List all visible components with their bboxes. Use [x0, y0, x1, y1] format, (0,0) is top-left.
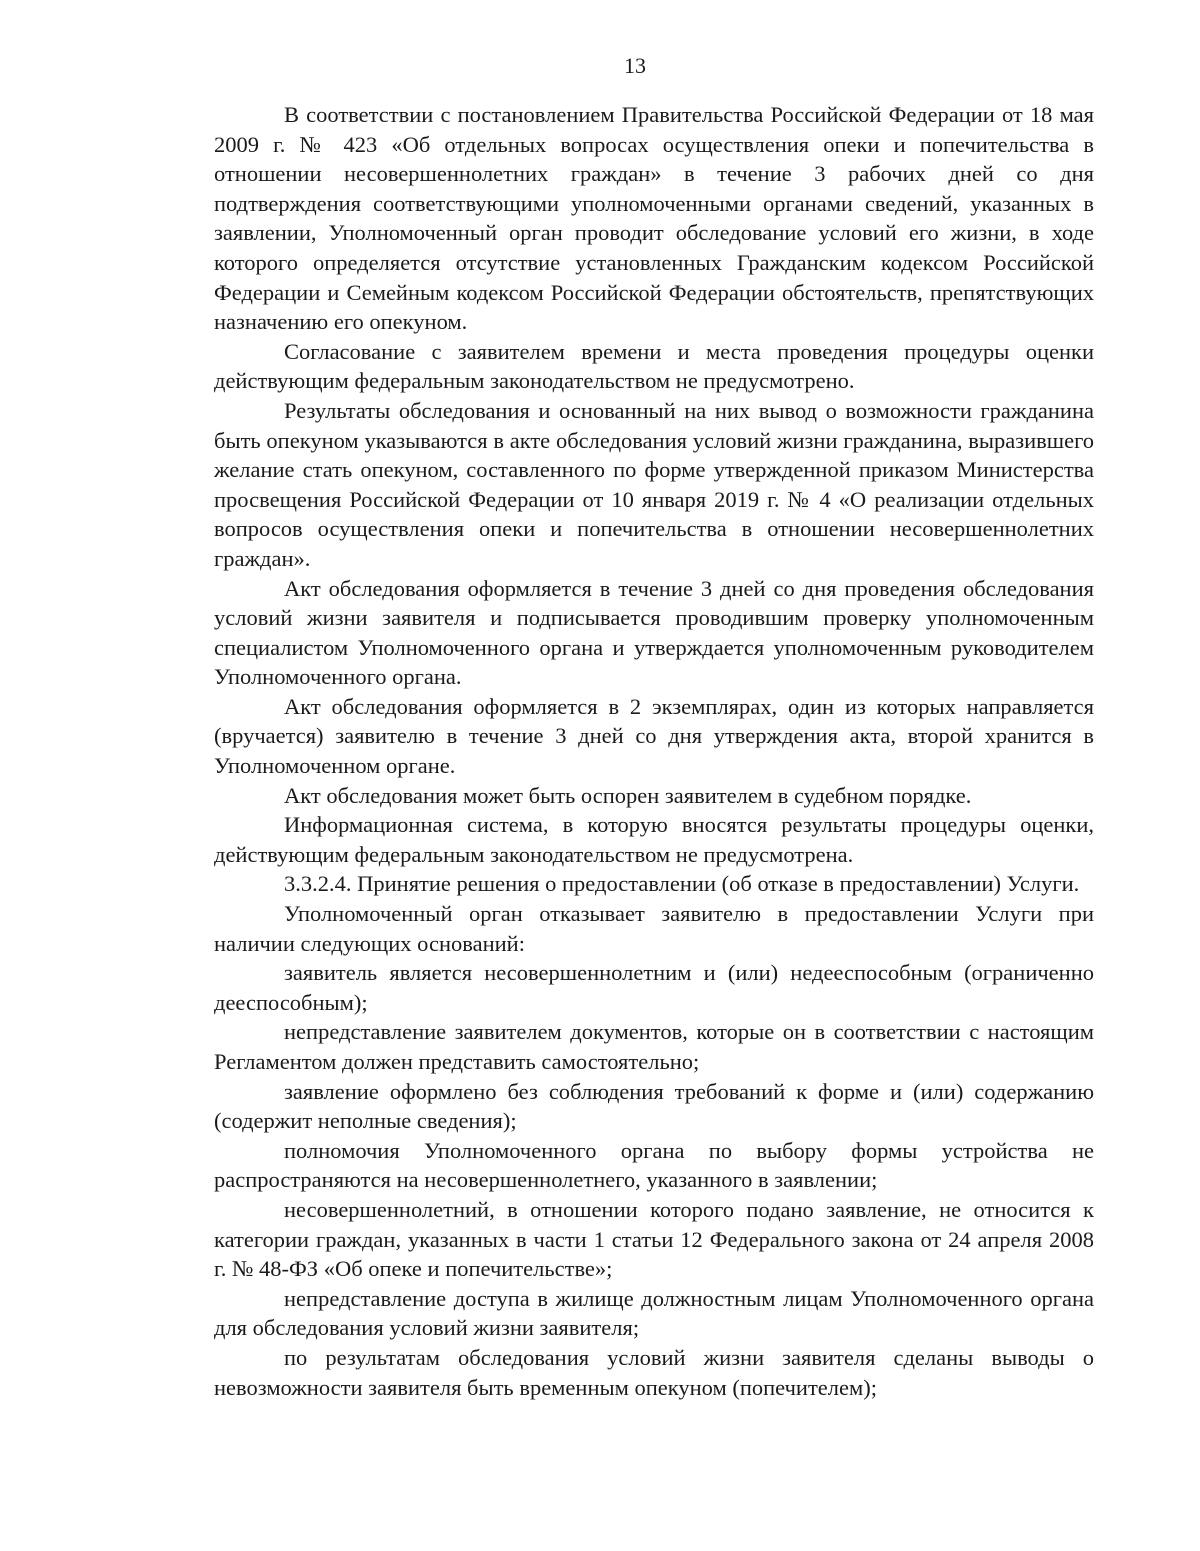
list-item: непредставление заявителем документов, которые он в соответствии с настоящим Регламентом должен представить самостоятельно; [214, 1019, 1094, 1074]
paragraph: Уполномоченный орган отказывает заявителю в предоставлении Услуги при наличии следующих оснований: [214, 901, 1094, 956]
list-item: непредставление доступа в жилище должностным лицам Уполномоченного органа для обследования условий жизни заявителя; [214, 1285, 1094, 1341]
list-item: по результатам обследования условий жизни заявителя сделаны выводы о невозможности заявителя быть временным опекуном (попечителем); [214, 1344, 1094, 1400]
list-item: заявитель является несовершеннолетним и (или) недееспособным (ограниченно дееспособным); [214, 960, 1094, 1015]
paragraph: Согласование с заявителем времени и места проведения процедуры оценки действующим федеральным законодательством не предусмотрено. [214, 338, 1094, 394]
paragraph: Результаты обследования и основанный на них вывод о возможности гражданина быть опекуном указываются в акте обследования условий жизни гражданина, выразившего желание стать опекуном, составленного по форме утвержденной приказом Министерства просвещения Российской Федерации от 10 января 2019 г. № 4 «О реализации отдельных вопросов осуществления опеки и попечительства в отношении несовершеннолетних граждан». [214, 397, 1094, 571]
page-number: 13 [624, 53, 646, 78]
list-item: полномочия Уполномоченного органа по выбору формы устройства не распространяются на несовершеннолетнего, указанного в заявлении; [214, 1137, 1094, 1193]
paragraph: Акт обследования оформляется в 2 экземплярах, один из которых направляется (вручается) заявителю в течение 3 дней со дня утверждения акта, второй хранится в Уполномоченном органе. [214, 693, 1094, 779]
paragraph: Акт обследования оформляется в течение 3 дней со дня проведения обследования условий жизни заявителя и подписывается проводившим проверку уполномоченным специалистом Уполномоченного органа и утверждается уполномоченным руководителем Уполномоченного органа. [214, 575, 1094, 690]
paragraph: Информационная система, в которую вносятся результаты процедуры оценки, действующим федеральным законодательством не предусмотрена. [214, 812, 1094, 867]
list-item: несовершеннолетний, в отношении которого подано заявление, не относится к категории граждан, указанных в части 1 статьи 12 Федерального закона от 24 апреля 2008 г. № 48-ФЗ «Об опеке и попечительстве»; [214, 1196, 1094, 1282]
list-item: заявление оформлено без соблюдения требований к форме и (или) содержанию (содержит неполные сведения); [214, 1078, 1094, 1134]
section-heading: 3.3.2.4. Принятие решения о предоставлении (об отказе в предоставлении) Услуги. [284, 871, 1080, 897]
document-body [214, 100, 1094, 1402]
paragraph: В соответствии с постановлением Правительства Российской Федерации от 18 мая 2009 г. № 423 «Об отдельных вопросах осуществления опеки и попечительства в отношении несовершеннолетних граждан» в течение 3 рабочих дней со дня подтверждения соответствующими уполномоченными органами сведений, указанных в заявлении, Уполномоченный орган проводит обследование условий его жизни, в ходе которого определяется отсутствие установленных Гражданским кодексом Российской Федерации и Семейным кодексом Российской Федерации обстоятельств, препятствующих назначению его опекуном. [214, 102, 1094, 335]
paragraph: Акт обследования может быть оспорен заявителем в судебном порядке. [284, 782, 972, 808]
